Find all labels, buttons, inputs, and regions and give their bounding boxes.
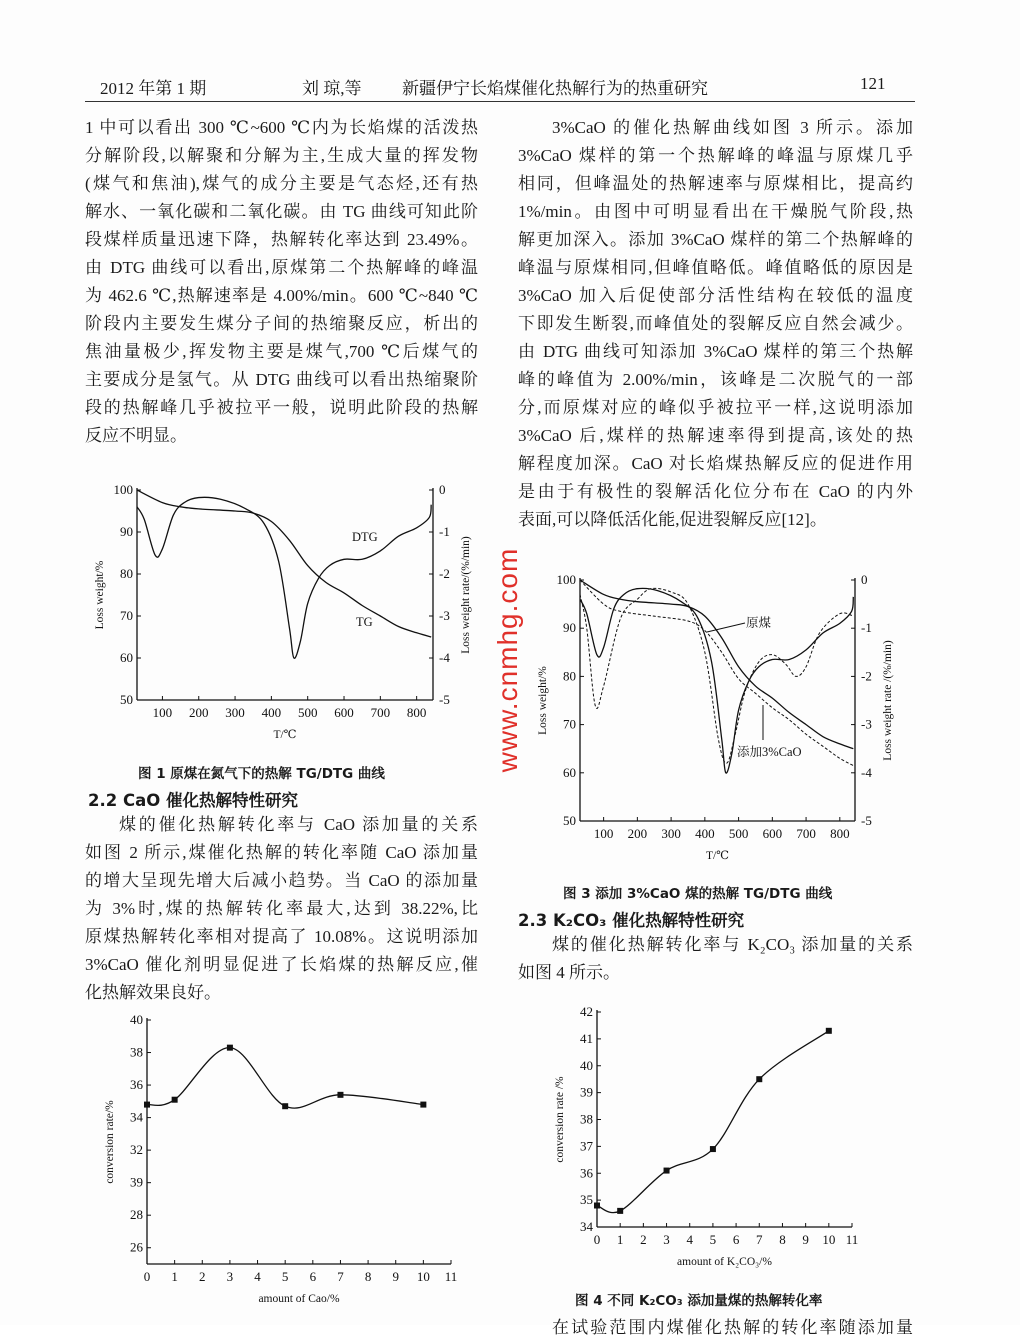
y-tick-label: 28 (130, 1207, 143, 1223)
text-line: 3%CaO 煤样的第一个热解峰的峰温与原煤几乎 (518, 146, 913, 165)
text-line: 解程度加深。CaO 对长焰煤热解反应的促进作用 (518, 454, 913, 473)
y-tick-label: 70 (120, 608, 133, 623)
text-line: 段煤样质量迅速下降，热解转化率达到 23.49%。 (85, 230, 478, 249)
y2-tick-label: -4 (861, 764, 872, 780)
text-line: 阶段内主要发生煤分子间的热缩聚反应，析出的 (85, 314, 478, 333)
y-tick-label: 38 (130, 1044, 143, 1060)
text-line: 3%CaO 催化剂明显促进了长焰煤的热解反应,催 (85, 955, 478, 974)
x-tick-label: 100 (152, 705, 173, 720)
watermark: www.cnmhg.com (492, 547, 523, 773)
y-tick-label: 36 (130, 1077, 143, 1093)
x-tick-label: 11 (845, 1232, 859, 1247)
text-line: 如图 2 所示,煤催化热解的转化率随 CaO 添加量 (85, 843, 478, 862)
x-tick-label: 2 (199, 1269, 206, 1284)
x-tick-label: 800 (830, 826, 850, 841)
y2-tick-label: -5 (439, 692, 450, 707)
y-tick-label: 35 (580, 1192, 593, 1208)
fig1-chart (94, 482, 472, 741)
text-line: 是由于有极性的裂解活化位分布在 CaO 的内外 (518, 482, 913, 501)
y2-axis-title: Loss weight rate /(%/min) (882, 640, 894, 761)
y-tick-label: 70 (563, 716, 576, 732)
text-line: 为 462.6 ℃,热解速率是 4.00%/min。600 ℃~840 ℃ (85, 286, 478, 305)
x-tick-label: 500 (728, 826, 749, 841)
text-line: 反应不明显。 (85, 426, 187, 445)
x-tick-label: 1 (171, 1269, 178, 1284)
y2-tick-label: -5 (861, 813, 872, 828)
text-line: 如图 4 所示。 (518, 963, 620, 982)
x-tick-label: 9 (392, 1269, 399, 1284)
text-line: (煤气和焦油),煤气的成分主要是气态烃,还有热 (85, 174, 478, 193)
text-line: 化热解效果良好。 (85, 983, 221, 1002)
text-line: 峰温与原煤相同,但峰值略低。峰值略低的原因是 (518, 258, 913, 277)
x-axis-title: amount of Cao/% (258, 1293, 340, 1305)
text-line: 下即发生断裂,而峰值处的裂解反应自然会减少。 (518, 314, 913, 333)
y2-axis-title: Loss weight rate/(%/min) (460, 536, 472, 654)
data-point (826, 1028, 832, 1034)
y-tick-label: 80 (120, 566, 133, 581)
y-tick-label: 42 (580, 1004, 593, 1019)
data-point (710, 1146, 716, 1152)
journal-issue: 2012 年第 1 期 (100, 79, 207, 98)
y2-tick-label: -2 (439, 566, 450, 581)
curve-label: TG (356, 615, 373, 629)
data-point (756, 1076, 762, 1082)
y2-tick-label: -3 (439, 608, 450, 623)
series-line-0 (597, 1031, 829, 1213)
x-tick-label: 300 (225, 705, 245, 720)
y-tick-label: 41 (580, 1030, 593, 1046)
header-title: 新疆伊宁长焰煤催化热解行为的热重研究 (402, 79, 708, 98)
series-line-3 (580, 588, 853, 763)
x-tick-label: 6 (732, 1232, 740, 1247)
text-line: 相同，但峰温处的热解速率与原煤相比，提高约 (518, 174, 913, 193)
series-line-0 (580, 580, 853, 749)
text-line: 3%CaO 的催化热解曲线如图 3 所示。添加 (552, 118, 913, 137)
fig4-chart (554, 1004, 858, 1268)
x-tick-label: 100 (593, 826, 614, 841)
series-line-0 (137, 490, 431, 637)
y-axis-title: conversion rate/% (104, 1100, 116, 1184)
y2-tick-label: -1 (861, 620, 872, 636)
text-line: 1%/min。由图中可明显看出在干燥脱气阶段,热 (518, 202, 913, 221)
x-tick-label: 8 (364, 1269, 372, 1284)
x-axis-title: T/℃ (273, 729, 297, 741)
x-tick-label: 600 (762, 826, 783, 841)
x-tick-label: 11 (444, 1269, 458, 1284)
y-tick-label: 50 (120, 692, 133, 707)
y-tick-label: 50 (563, 813, 576, 828)
text-line: 峰的峰值为 2.00%/min，该峰是二次脱气的一部 (518, 370, 913, 389)
text-line: 主要成分是氢气。从 DTG 曲线可以看出热缩聚阶 (85, 370, 478, 389)
fig1-caption: 图 1 原煤在氮气下的热解 TG/DTG 曲线 (138, 766, 385, 782)
series-line-0 (147, 1048, 423, 1108)
x-tick-label: 1 (616, 1232, 624, 1247)
data-point (172, 1097, 178, 1103)
text-line: 的增大呈现先增大后减小趋势。当 CaO 的添加量 (85, 871, 478, 890)
x-tick-label: 3 (663, 1232, 670, 1247)
x-tick-label: 5 (709, 1232, 717, 1247)
y-tick-label: 37 (580, 1138, 593, 1154)
series-line-1 (137, 497, 431, 658)
x-axis-title: T/℃ (705, 850, 730, 862)
data-point (594, 1203, 600, 1209)
y-axis-title: conversion rate /% (554, 1076, 566, 1163)
x-tick-label: 800 (406, 705, 427, 720)
text-line: 为 3%时,煤的热解转化率最大,达到 38.22%,比 (85, 899, 478, 918)
y-axis-title: Loss weight/% (94, 560, 106, 630)
text-line: 焦油量极少,挥发物主要是煤气,700 ℃后煤气的 (85, 342, 478, 361)
x-tick-label: 500 (297, 705, 318, 720)
y-tick-label: 32 (130, 1142, 143, 1158)
fig4-caption: 图 4 不同 K₂CO₃ 添加量煤的热解转化率 (575, 1293, 823, 1309)
y-tick-label: 80 (563, 668, 576, 684)
x-tick-label: 200 (627, 826, 648, 841)
x-tick-label: 0 (143, 1269, 151, 1284)
x-tick-label: 6 (309, 1269, 317, 1284)
x-tick-label: 4 (686, 1232, 693, 1247)
y-tick-label: 40 (130, 1012, 143, 1027)
text-line: 解水、一氧化碳和二氧化碳。由 TG 曲线可知此阶 (85, 202, 478, 221)
y2-tick-label: -2 (861, 668, 872, 684)
x-tick-label: 10 (822, 1232, 836, 1247)
text-line: 由 DTG 曲线可知添加 3%CaO 煤样的第三个热解 (518, 342, 913, 361)
text-line: 表面,可以降低活化能,促进裂解反应[12]。 (518, 510, 827, 529)
fig3-caption: 图 3 添加 3%CaO 煤的热解 TG/DTG 曲线 (563, 886, 833, 902)
x-tick-label: 3 (226, 1269, 234, 1284)
data-point (664, 1168, 670, 1174)
y-tick-label: 90 (120, 524, 133, 539)
header-authors: 刘 琼,等 (302, 79, 362, 98)
series-line-2 (580, 580, 853, 766)
x-tick-label: 400 (261, 705, 282, 720)
text-line: 3%CaO 后,煤样的热解速率得到提高,该处的热 (518, 426, 913, 445)
y-tick-label: 100 (556, 572, 576, 587)
curve-label: 添加3%CaO (737, 745, 802, 759)
data-point (144, 1102, 150, 1108)
fig2-chart (104, 1012, 457, 1305)
section-heading-2-3: 2.3 K₂CO₃ 催化热解特性研究 (518, 911, 745, 930)
text-line: 在试验范围内煤催化热解的转化率随添加量 (552, 1318, 913, 1337)
data-point (282, 1103, 288, 1109)
text-line: 分解阶段,以解聚和分解为主,生成大量的挥发物 (85, 146, 478, 165)
x-tick-label: 4 (254, 1269, 261, 1284)
x-tick-label: 9 (802, 1232, 809, 1247)
x-tick-label: 600 (334, 705, 354, 720)
fig3-chart (537, 572, 894, 862)
data-point (420, 1102, 426, 1108)
data-point (337, 1092, 343, 1098)
x-tick-label: 0 (593, 1232, 601, 1247)
y-tick-label: 34 (580, 1219, 593, 1234)
text-line: 原煤热解转化率相对提高了 10.08%。这说明添加 (85, 927, 478, 946)
y-tick-label: 100 (113, 482, 133, 497)
y-tick-label: 36 (580, 1165, 593, 1181)
curve-label: 原煤 (746, 616, 772, 630)
y-tick-label: 39 (130, 1174, 143, 1190)
x-tick-label: 700 (370, 705, 391, 720)
x-tick-label: 8 (779, 1232, 786, 1247)
x-tick-label: 700 (796, 826, 816, 841)
curve-label: DTG (352, 530, 378, 544)
y2-tick-label: -1 (439, 524, 450, 539)
x-tick-label: 2 (640, 1232, 647, 1247)
y-tick-label: 90 (563, 620, 576, 636)
text-line: 由 DTG 曲线可以看出,原煤第二个热解峰的峰温 (85, 258, 478, 277)
x-tick-label: 200 (188, 705, 209, 720)
x-tick-label: 5 (281, 1269, 289, 1284)
y2-tick-label: -3 (861, 716, 872, 732)
text-line: 1 中可以看出 300 ℃~600 ℃内为长焰煤的活泼热 (85, 118, 478, 137)
x-tick-label: 7 (337, 1269, 344, 1284)
page-number: 121 (860, 74, 886, 93)
text-line: 段的热解峰几乎被拉平一般，说明此阶段的热解 (85, 398, 478, 417)
x-tick-label: 400 (695, 826, 715, 841)
y-tick-label: 26 (130, 1239, 143, 1255)
y-tick-label: 39 (580, 1084, 593, 1100)
data-point (617, 1208, 623, 1214)
text-line: 煤的催化热解转化率与 CaO 添加量的关系 (119, 815, 478, 834)
x-tick-label: 10 (416, 1269, 430, 1284)
section-heading-2-2: 2.2 CaO 催化热解特性研究 (88, 791, 298, 810)
y-axis-title: Loss weight/% (537, 666, 549, 735)
y2-tick-label: 0 (439, 482, 446, 497)
y-tick-label: 38 (580, 1111, 593, 1127)
text-line: 3%CaO 加入后促使部分活性结构在较低的温度 (518, 286, 913, 305)
y-tick-label: 60 (120, 650, 133, 665)
text-line: 煤的催化热解转化率与 K₂CO₃ 添加量的关系 (552, 935, 913, 954)
y2-tick-label: -4 (439, 650, 450, 665)
y-tick-label: 40 (580, 1057, 593, 1073)
text-line: 分,而原煤对应的峰似乎被拉平一样,这说明添加 (518, 398, 913, 417)
data-point (227, 1045, 233, 1051)
y-tick-label: 60 (563, 764, 576, 780)
x-tick-label: 300 (661, 826, 681, 841)
text-line: 解更加深入。添加 3%CaO 煤样的第二个热解峰的 (518, 230, 913, 249)
x-axis-title: amount of K₂CO₃/% (677, 1256, 772, 1268)
y2-tick-label: 0 (861, 572, 868, 587)
y-tick-label: 34 (130, 1109, 143, 1125)
x-tick-label: 7 (756, 1232, 763, 1247)
